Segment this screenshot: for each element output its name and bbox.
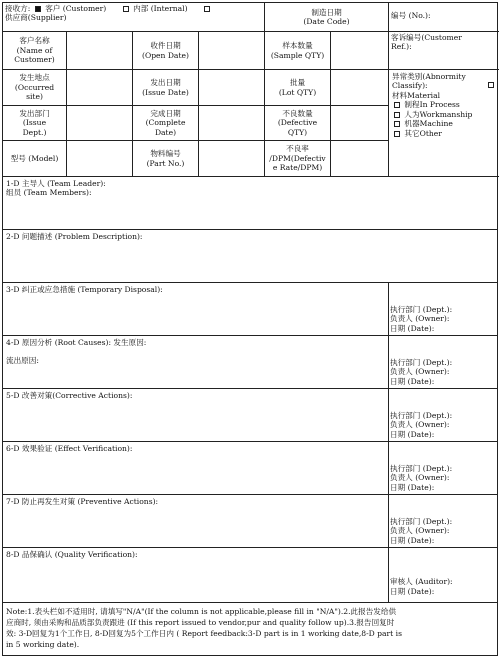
abnormity-classify-title: 异常类别(Abnormity — [392, 72, 466, 81]
section-7d-signoff — [387, 515, 497, 547]
report-no-cell — [389, 3, 499, 32]
dpm-label-cn: 不良率 — [286, 144, 309, 154]
team-leader-label: 1-D 主导人 (Team Leader): — [6, 179, 106, 188]
open-date-label-cn: 收件日期 — [150, 41, 181, 51]
defective-qty-field[interactable] — [331, 106, 389, 141]
issue-date-field[interactable] — [199, 70, 265, 106]
auditor-label: 审核人 (Auditor): — [390, 577, 453, 587]
occurred-site-label-cell — [3, 70, 67, 106]
sample-qty-label-en: (Sample QTY) — [270, 50, 325, 60]
preventive-actions-label: 7-D 防止再发生对策 (Preventive Actions): — [6, 497, 159, 506]
classify-option-other: 其它Other — [404, 128, 442, 138]
dpm-field[interactable] — [331, 141, 389, 177]
section-1d-team[interactable] — [3, 177, 497, 230]
complete-date-label-cell — [133, 106, 199, 141]
date-label: 日期 (Date): — [390, 535, 435, 545]
part-no-field[interactable] — [199, 141, 265, 177]
classify-checkbox-material[interactable] — [488, 82, 494, 88]
complete-date-label-en2: Date) — [154, 127, 177, 137]
dpm-label-cell — [265, 141, 331, 177]
section-5d-corrective[interactable] — [3, 389, 497, 442]
customer-ref-label-2: Ref.): — [391, 42, 412, 52]
abnormity-classify-cell — [389, 70, 499, 177]
sample-qty-field[interactable] — [331, 32, 389, 70]
date-label: 日期 (Date): — [390, 323, 435, 333]
classify-checkbox-workmanship[interactable] — [394, 112, 400, 118]
model-label-cell — [3, 141, 67, 177]
dept-label: 执行部门 (Dept.): — [390, 304, 453, 314]
classify-checkbox-in-process[interactable] — [394, 102, 400, 108]
supplier-checkbox[interactable] — [204, 6, 210, 12]
lot-qty-label-cell — [265, 70, 331, 106]
customer-name-field[interactable] — [67, 32, 133, 70]
complete-date-field[interactable] — [199, 106, 265, 141]
team-members-label: 组员 (Team Members): — [6, 188, 92, 198]
date-code-cell — [265, 3, 389, 32]
defective-qty-label-en2: QTY) — [287, 127, 308, 137]
issue-date-label-en: (Issue Date) — [142, 87, 189, 97]
part-no-label-en: (Part No.) — [146, 158, 185, 168]
lot-qty-label-en: (Lot QTY) — [278, 87, 317, 97]
customer-name-label-en1: (Name of — [16, 45, 53, 55]
note-line-3: 效: 3-D回复为1个工作日, 8-D回复为5个工作日内 ( Report feedback:3-D part is in 1 working date,8-D part is — [6, 629, 402, 638]
dept-label: 执行部门 (Dept.): — [390, 516, 453, 526]
section-4d-signoff — [387, 356, 497, 388]
customer-label: 客户 (Customer) — [45, 4, 107, 13]
date-label: 日期 (Date): — [390, 429, 435, 439]
issue-date-label-cn: 发出日期 — [150, 78, 181, 88]
dpm-label-en2: e Rate/DPM) — [272, 163, 323, 173]
root-causes-label: 4-D 原因分析 (Root Causes): 发生原因: — [6, 338, 147, 347]
open-date-label-en: (Open Date) — [142, 50, 189, 60]
dept-label: 执行部门 (Dept.): — [390, 410, 453, 420]
section-6d-verification[interactable] — [3, 442, 497, 495]
internal-label: 内部 (Internal) — [133, 4, 188, 13]
date-label: 日期 (Date): — [390, 376, 435, 386]
quality-verification-label: 8-D 品保确认 (Quality Verification): — [6, 550, 138, 559]
model-label: 型号 (Model) — [10, 153, 59, 163]
effect-verification-label: 6-D 效果验证 (Effect Verification): — [6, 444, 133, 453]
classify-option-machine: 机器Machine — [404, 119, 453, 129]
date-code-label-cn: 制造日期 — [311, 7, 342, 17]
date-code-label-en: (Date Code) — [303, 17, 350, 26]
classify-checkbox-machine[interactable] — [394, 121, 400, 127]
customer-name-label-cn: 客户名称 — [19, 36, 50, 46]
dept-label: 执行部门 (Dept.): — [390, 357, 453, 367]
note-line-2: 应商时, 须由采购和品质部负责跟进 (If this report issued to vendor,pur and quality follow up).3.报告回复时 — [6, 618, 395, 627]
occurred-site-label-en2: site) — [26, 92, 43, 102]
issue-dept-field[interactable] — [67, 106, 133, 141]
complete-date-label-cn: 完成日期 — [150, 108, 181, 118]
owner-label: 负责人 (Owner): — [390, 367, 450, 377]
note-line-4: in 5 working date). — [6, 640, 80, 649]
owner-label: 负责人 (Owner): — [390, 473, 450, 483]
customer-ref-cell[interactable] — [389, 32, 499, 70]
corrective-actions-label: 5-D 改善对策(Corrective Actions): — [6, 391, 133, 400]
lot-qty-label-cn: 批量 — [289, 78, 306, 88]
classify-option-workmanship: 人为Workmanship — [404, 109, 473, 119]
section-8d-quality[interactable] — [3, 548, 497, 603]
issue-date-label-cell — [133, 70, 199, 106]
section-8d-signoff — [387, 575, 497, 602]
receiver-cell — [3, 3, 265, 32]
issue-dept-label-en2: Dept.) — [22, 127, 47, 137]
customer-name-label-cell — [3, 32, 67, 70]
section-4d-root-causes[interactable] — [3, 336, 497, 389]
sample-qty-label-cell — [265, 32, 331, 70]
classify-option-in-process: 制程In Process — [404, 100, 460, 110]
section-3d-signoff — [387, 303, 497, 335]
open-date-field[interactable] — [199, 32, 265, 70]
issue-dept-label-en1: (Issue — [22, 118, 47, 128]
internal-checkbox[interactable] — [123, 6, 129, 12]
report-no-label: 编号 (No.): — [391, 11, 431, 20]
date-label: 日期 (Date): — [390, 586, 435, 596]
part-no-label-cell — [133, 141, 199, 177]
issue-dept-label-cell — [3, 106, 67, 141]
note-line-1: Note:1.表头栏如不适用时, 请填写"N/A"(If the column is not applicable,please fill in "N/A").2.此报告发给供 — [6, 607, 397, 616]
section-6d-signoff — [387, 462, 497, 494]
classify-checkbox-other[interactable] — [394, 131, 400, 137]
defective-qty-label-en1: (Defective — [277, 118, 318, 128]
owner-label: 负责人 (Owner): — [390, 526, 450, 536]
date-label: 日期 (Date): — [390, 482, 435, 492]
classify-option-material: 材料Material — [392, 90, 441, 100]
defective-qty-label-cell — [265, 106, 331, 141]
dept-label: 执行部门 (Dept.): — [390, 463, 453, 473]
section-3d-temporary[interactable] — [3, 283, 497, 336]
occurred-site-label-cn: 发生地点 — [19, 73, 50, 83]
supplier-label: 供应商(Supplier) — [5, 13, 67, 23]
customer-ref-label: 客诉编号(Customer — [391, 33, 462, 42]
section-2d-problem[interactable] — [3, 230, 497, 283]
8d-report-form — [2, 2, 498, 656]
defective-qty-label-cn: 不良数量 — [282, 108, 313, 118]
customer-checkbox[interactable] — [35, 6, 41, 12]
abnormity-classify-title2: Classify): — [392, 81, 428, 91]
escape-cause-label: 流出原因: — [6, 356, 39, 366]
sample-qty-label-cn: 样本数量 — [282, 41, 313, 51]
owner-label: 负责人 (Owner): — [390, 314, 450, 324]
receiver-label: 接收方: — [5, 4, 31, 13]
problem-description-label: 2-D 问题描述 (Problem Description): — [6, 232, 143, 241]
lot-qty-field[interactable] — [331, 70, 389, 106]
part-no-label-cn: 物料编号 — [150, 149, 181, 159]
temporary-disposal-label: 3-D 纠正或应急措施 (Temporary Disposal): — [6, 285, 163, 294]
dpm-label-en1: /DPM(Defectiv — [269, 153, 326, 163]
occurred-site-field[interactable] — [67, 70, 133, 106]
owner-label: 负责人 (Owner): — [390, 420, 450, 430]
issue-dept-label-cn: 发出部门 — [19, 108, 50, 118]
section-7d-preventive[interactable] — [3, 495, 497, 548]
occurred-site-label-en1: (Occurred — [14, 82, 55, 92]
footer-note — [3, 603, 497, 655]
section-5d-signoff — [387, 409, 497, 441]
complete-date-label-en1: (Complete — [145, 118, 186, 128]
open-date-label-cell — [133, 32, 199, 70]
customer-name-label-en2: Customer) — [14, 55, 55, 65]
model-field[interactable] — [67, 141, 133, 177]
